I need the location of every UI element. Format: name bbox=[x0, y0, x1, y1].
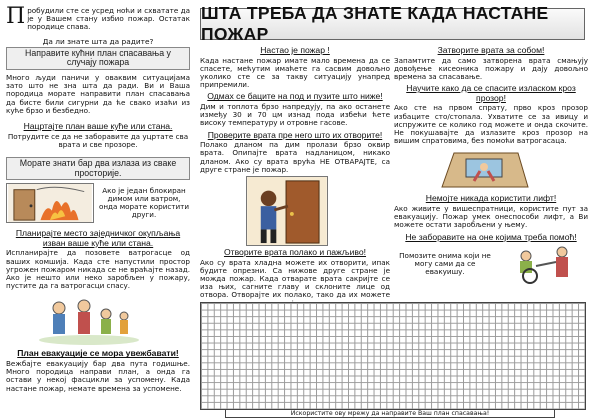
window-illustration bbox=[434, 147, 534, 191]
help-others-text: Помозите онима који не могу сами да се евакуишу. bbox=[399, 250, 491, 277]
grid-caption: Искористите ову мрежу да направите Ваш план спасавања! bbox=[225, 410, 555, 418]
fire-text: Када настане пожар имате мало времена да се спасете, мећутим имаћете га сасвим довољно уколико сте се за такву ситуацију унапред припремили. bbox=[200, 55, 390, 90]
practice-text: Вежбајте евакуацију бар два пута годишње. Много породица направи план, а онда га остави у некој фасцикли за успомену. Када настане пожар, немате времена за успомене. bbox=[6, 359, 190, 393]
draw-text: Потрудите се да не заборавите да уцртате сва врата и све прозоре. bbox=[7, 131, 189, 149]
family-gathering-icon bbox=[34, 294, 144, 346]
window-jump-icon bbox=[434, 147, 534, 191]
close-door-text: Запамтите да само затворена врата смањују довођење кисеоника пожару и дају довољно времена за спасавање. bbox=[394, 55, 588, 81]
person-at-door-icon bbox=[247, 177, 327, 245]
know-exits-text: Ако је један блокиран димом или ватром, онда морате користити други. bbox=[98, 185, 190, 220]
door-check-illustration bbox=[246, 176, 328, 246]
left-column bbox=[0, 0, 196, 418]
plan-heading: Направите кућни план спасавања у случају пожара bbox=[6, 47, 190, 70]
right-column bbox=[394, 46, 588, 284]
question-line: Да ли знате шта да радите? bbox=[42, 36, 154, 46]
middle-column bbox=[200, 46, 390, 308]
help-others-heading: Не заборавите на оне којима треба помоћ! bbox=[405, 231, 577, 242]
escape-plan-grid[interactable] bbox=[200, 302, 586, 410]
wheelchair-help-icon bbox=[500, 244, 588, 284]
check-door-heading: Проверите врата пре него што их отворите! bbox=[207, 129, 383, 140]
check-door-text: Полако дланом па дим пролази брзо оквир врата. Опипајте врата надланицом, никако дланом. Ако су врата врућа НЕ ОТВАРАЈТЕ, са друге стране је пожар. bbox=[200, 140, 390, 174]
family-illustration bbox=[34, 294, 144, 346]
fire-door-icon bbox=[7, 184, 93, 222]
do-not-open-emphasis: НЕ ОТВАРАЈТЕ bbox=[319, 156, 375, 166]
intro-paragraph: Пробудили сте се усред ноћи и схватате да је у Вашем стану избио пожар. Остатак породице спава. bbox=[6, 4, 190, 32]
crawl-text: Дим и топлота брзо напредују, па ако останете између 30 и 70 цм изнад пода избећи ћете високу температуру и отровне гасове. bbox=[200, 102, 390, 128]
close-door-heading: Затворите врата за собом! bbox=[437, 45, 545, 55]
window-escape-heading: Научите како да се спасите изласком кроз прозор! bbox=[406, 83, 576, 103]
wheelchair-illustration bbox=[500, 244, 588, 284]
fire-door-illustration bbox=[6, 183, 94, 223]
open-door-text: Ако су врата хладна можете их отворити, ипак будите опрезни. Са нижове друге стране је можда пожар. Када отварате врата сакријте се иза њих, сагните главу и склоните лице од отвора. Отворајте их полако, тако да их можете bbox=[200, 257, 390, 300]
window-escape-text: Ако сте на првом спрату, прво кроз прозор избаците сто/стопала. Ухватите се за ивицу и испружите се колико год можете и онда скочите. Не покушавајте да излазите кроз прозор на вишим спратовима, без помоћи ватрогасаца. bbox=[394, 103, 588, 146]
page-title: ШТА ТРЕБА ДА ЗНАТЕ КАДА НАСТАНЕ ПОЖАР bbox=[200, 8, 585, 40]
crawl-heading: Одмах се баците на под и пузите што ниже! bbox=[207, 91, 383, 102]
no-elevator-text: Ако живите у вишеспратници, користите пут за евакуацију. Пожар умек онеспособи лифт, а Ви можете остати заробљени у њему. bbox=[394, 204, 588, 230]
draw-heading: Нацртајте план ваше куће или стана. bbox=[23, 121, 173, 132]
fire-heading: Настао је пожар ! bbox=[260, 45, 330, 55]
practice-heading: План евакуације се мора увежбавати! bbox=[17, 348, 179, 359]
no-elevator-heading: Немојте никада користити лифт! bbox=[425, 193, 557, 204]
plan-text: Много људи паничи у оваквим ситуацијама зато што не зна шта да ради. Ви и Ваша породица морате направити план спасавања да бисте били сигурни да ће свако изаћи из куће брзо и безбедно. bbox=[6, 73, 190, 115]
meet-text: Испланирајте да позовете ватрогасце од ваших комшија. Када сте напустили простор угрожен пожаром никада се не враћајте назад. Ако је нешто или неко заробљен у пожару, пустите да га ватрогасци спасу. bbox=[6, 248, 190, 291]
meet-heading: Планирајте место заједничког окупљања изван ваше куће или стана. bbox=[15, 228, 181, 248]
open-door-heading: Отворите врата полако и пажљиво! bbox=[223, 247, 367, 258]
know-exits-heading: Морате знати бар два излаза из сваке просторије. bbox=[6, 157, 190, 180]
drop-cap: П bbox=[6, 4, 26, 29]
